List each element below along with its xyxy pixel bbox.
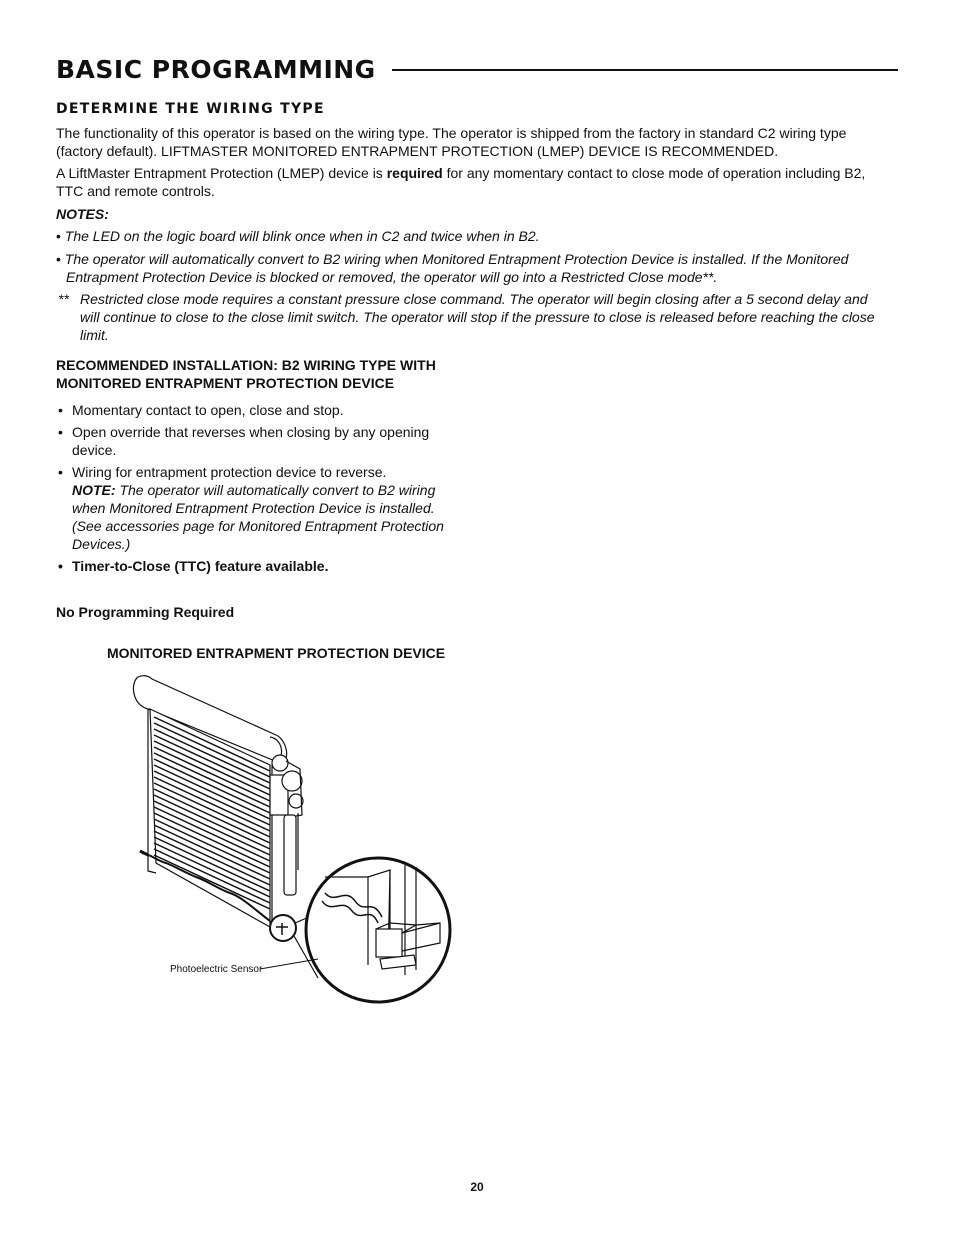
list-item: • Open override that reverses when closing by any opening device.: [58, 424, 430, 458]
recommended-heading-line-1: RECOMMENDED INSTALLATION: B2 WIRING TYPE WITH: [56, 357, 436, 373]
list-item: • Wiring for entrapment protection device to reverse. NOTE: The operator will automatically convert to B2 wiring when Monitored Entrapment Protection Device is installed. (See accessories page for Monitored Entrapment Protection Devices.): [58, 464, 444, 552]
footnote-mark: **: [58, 291, 69, 307]
list-item-text: Open override that reverses when closing by any opening device.: [72, 424, 430, 458]
intro-paragraph-2: [56, 164, 886, 200]
intro-text-before: A LiftMaster Entrapment Protection (LMEP) device is: [56, 165, 387, 181]
figure-title: MONITORED ENTRAPMENT PROTECTION DEVICE: [107, 645, 446, 661]
intro-text-bold: required: [386, 165, 443, 181]
figure-callout-label: Photoelectric Sensor: [170, 964, 263, 975]
rolling-door-illustration: [120, 665, 460, 1010]
subsection-title: DETERMINE THE WIRING TYPE: [56, 101, 325, 117]
note-item: • The operator will automatically convert to B2 wiring when Monitored Entrapment Protection Device is installed. If the Monitored Entrapment Protection Device is blocked or removed, the operator will go into a Restricted Close mode**.: [56, 251, 849, 285]
page-number: 20: [470, 1180, 484, 1194]
section-title: BASIC PROGRAMMING: [56, 54, 376, 84]
footnote: [56, 290, 886, 344]
feature-list: [56, 401, 456, 579]
no-programming-label: No Programming Required: [56, 604, 235, 620]
intro-paragraph-1: The functionality of this operator is based on the wiring type. The operator is shipped from the factory in standard C2 wiring type (factory default). LIFTMASTER MONITORED ENTRAPMENT PROTECTION (LMEP) DEVICE IS RECOMMENDED.: [56, 125, 847, 159]
list-item-text: Timer-to-Close (TTC) feature available.: [72, 558, 329, 574]
title-rule: [392, 69, 898, 71]
notes-label: NOTES:: [56, 206, 109, 222]
list-item: • Momentary contact to open, close and stop.: [58, 402, 344, 418]
list-item: • Timer-to-Close (TTC) feature available.: [58, 558, 329, 574]
list-item-text: Momentary contact to open, close and stop.: [72, 402, 344, 418]
recommended-heading: [56, 356, 436, 392]
intro-text-after: for any momentary contact to close mode of operation including B2, TTC and remote controls.: [56, 165, 866, 199]
note-text: The operator will automatically convert to B2 wiring when Monitored Entrapment Protection Device is installed. If the Monitored Entrapment Protection Device is blocked or removed, the operator will go into a Restricted Close mode**.: [64, 251, 849, 285]
note-item: • The LED on the logic board will blink once when in C2 and twice when in B2.: [56, 228, 540, 244]
section-header: [56, 52, 898, 86]
list-note-text: The operator will automatically convert to B2 wiring when Monitored Entrapment Protection Device is installed. (See accessories page for Monitored Entrapment Protection Devices.): [72, 482, 444, 552]
list-item-text: Wiring for entrapment protection device to reverse.: [72, 464, 387, 480]
list-note-label: NOTE:: [72, 482, 116, 498]
note-text: The LED on the logic board will blink once when in C2 and twice when in B2.: [64, 228, 540, 244]
footnote-text: Restricted close mode requires a constant pressure close command. The operator will begin closing after a 5 second delay and will continue to close to the close limit switch. The operator will stop if the pressure to close is released before reaching the close limit.: [80, 291, 875, 343]
recommended-heading-line-2: MONITORED ENTRAPMENT PROTECTION DEVICE: [56, 375, 395, 391]
